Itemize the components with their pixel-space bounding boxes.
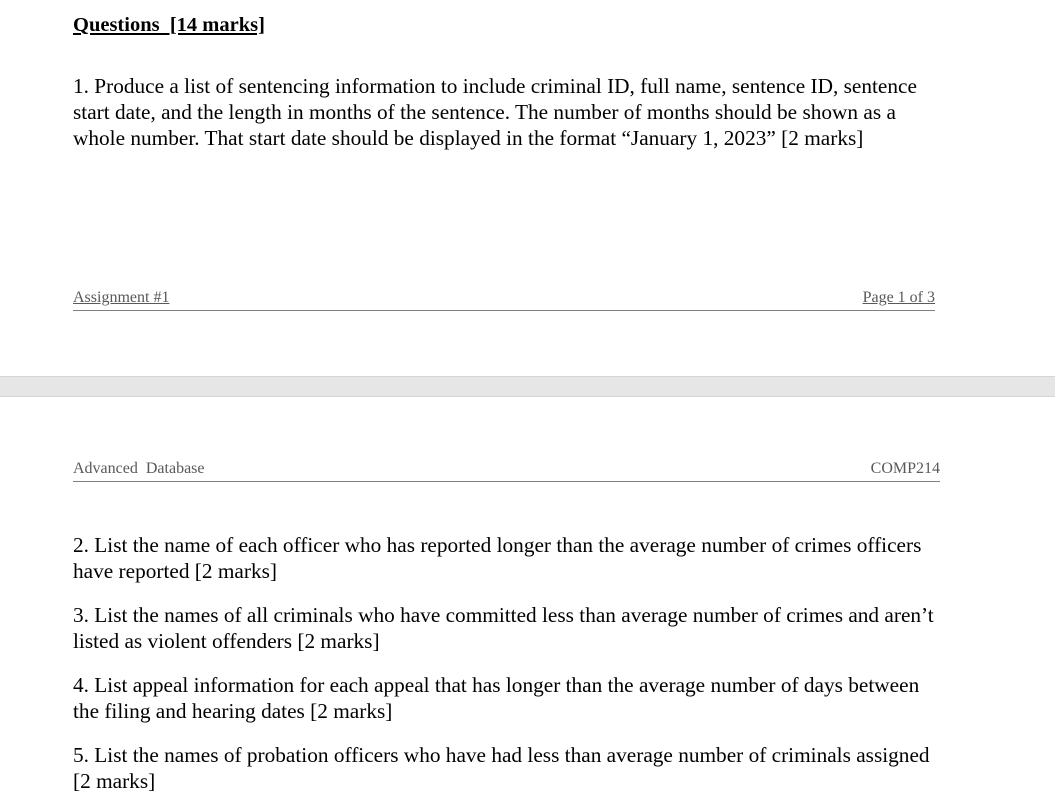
document-page-2 [0, 397, 1055, 804]
question-3-text: 3. List the names of all criminals who have committed less than average number of crimes and aren’t listed as violent offenders [2 marks] [73, 603, 934, 653]
question-1-text: 1. Produce a list of sentencing information to include criminal ID, full name, sentence ID, sentence start date, and the length in months of the sentence. The number of months should be shown as a whole number. That start date should be displayed in the format “January 1, 2023” [2 marks] [73, 74, 917, 150]
page-footer [73, 288, 935, 311]
header-course-title: Advanced Database [73, 460, 205, 477]
document-page-1 [0, 0, 1055, 376]
page-break-gap [0, 376, 1055, 397]
footer-assignment-label: Assignment #1 [73, 289, 170, 306]
questions-heading: Questions [14 marks] [73, 14, 265, 36]
page-header [73, 459, 940, 482]
question-2-text: 2. List the name of each officer who has reported longer than the average number of crimes officers have reported [2 marks] [73, 533, 922, 583]
footer-page-number: Page 1 of 3 [862, 289, 935, 306]
question-5-text: 5. List the names of probation officers who have had less than average number of criminals assigned [2 marks] [73, 743, 930, 793]
header-course-code: COMP214 [870, 460, 940, 477]
question-4-text: 4. List appeal information for each appeal that has longer than the average number of days between the filing and hearing dates [2 marks] [73, 673, 920, 723]
